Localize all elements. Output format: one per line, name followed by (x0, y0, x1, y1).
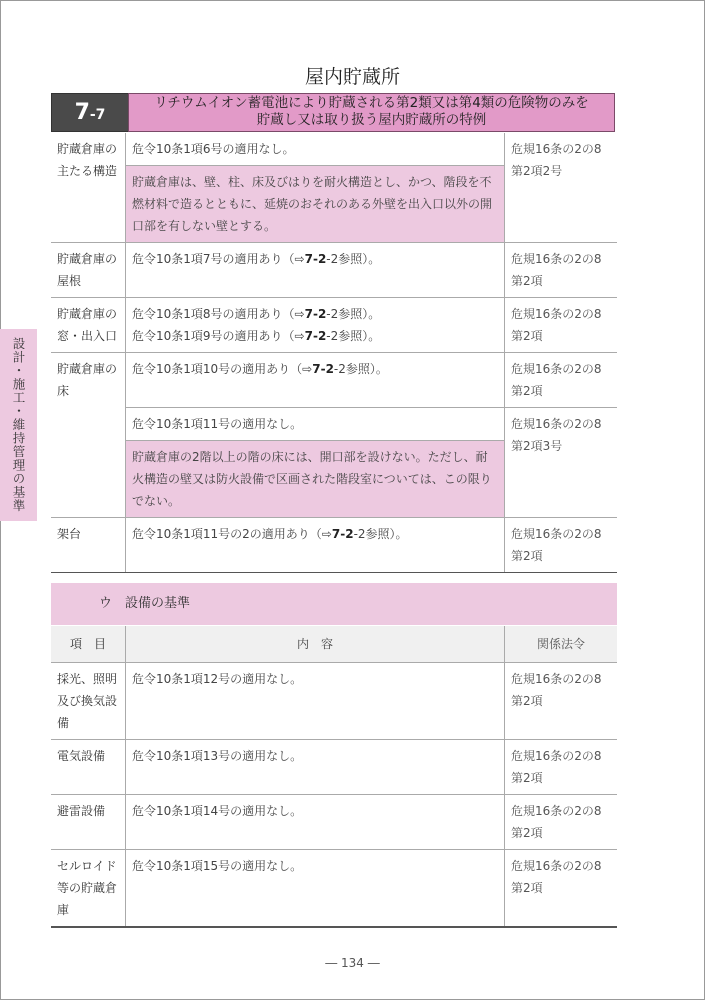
row-content: 危令10条1項6号の適用なし。 (126, 133, 505, 166)
row-law: 危規16条の2の8第2項 (505, 850, 618, 928)
side-tab: 設計・施工・維持管理の基準 (0, 329, 37, 521)
row-item: 貯蔵倉庫の主たる構造 (51, 133, 126, 243)
row-content: 危令10条1項11号の適用なし。 (126, 408, 505, 441)
row-item: 避雷設備 (51, 795, 126, 850)
table-row (51, 408, 617, 441)
row-law: 危規16条の2の8第2項 (505, 353, 618, 408)
section-header (51, 93, 616, 132)
row-item: 採光、照明及び換気設備 (51, 663, 126, 740)
table-row (51, 740, 617, 795)
row-law: 危規16条の2の8第2項 (505, 795, 618, 850)
row-item: 貯蔵倉庫の床 (51, 353, 126, 518)
page-title: 屋内貯蔵所 (304, 66, 400, 88)
row-law: 危規16条の2の8第2項 (511, 672, 602, 708)
table-row (51, 133, 617, 166)
row-note: 貯蔵倉庫の2階以上の階の床には、開口部を設けない。ただし、耐火構造の壁又は防火設備で区画された階段室については、この限りでない。 (126, 441, 505, 518)
row-law: 危規16条の2の8第2項3号 (505, 408, 618, 518)
header-content: 内 容 (126, 626, 505, 663)
row-content: 危令10条1項10号の適用あり（⇨7-2-2参照）。 (126, 353, 505, 408)
row-content: 危令10条1項11号の2の適用あり（⇨7-2-2参照）。 (126, 518, 505, 573)
structure-table (51, 133, 617, 573)
section-title: リチウムイオン蓄電池により貯蔵される第2類又は第4類の危険物のみを 貯蔵し又は取り扱う屋内貯蔵所の特例 (128, 93, 615, 132)
row-law: 危規16条の2の8第2項 (505, 243, 618, 298)
table-row (51, 353, 617, 408)
table-row (51, 795, 617, 850)
table-row (51, 298, 617, 353)
equipment-table (51, 626, 617, 928)
header-law: 関係法令 (505, 626, 618, 663)
page-number: ― 134 ― (325, 956, 380, 970)
table-row (51, 243, 617, 298)
row-law: 危規16条の2の8第2項 (505, 518, 618, 573)
sub-heading: ウ 設備の基準 (51, 583, 617, 625)
row-item: 貯蔵倉庫の窓・出入口 (51, 298, 126, 353)
row-law: 危規16条の2の8第2項2号 (511, 142, 602, 178)
table-row (51, 850, 617, 928)
row-content: 危令10条1項7号の適用あり（⇨7-2-2参照）。 (126, 243, 505, 298)
row-note: 貯蔵倉庫は、壁、柱、床及びはりを耐火構造とし、かつ、階段を不燃材料で造るとともに、延焼のおそれのある外壁を出入口以外の開口部を有しない壁とする。 (126, 166, 505, 243)
row-item: 架台 (51, 518, 126, 573)
row-law: 危規16条の2の8第2項 (505, 298, 618, 353)
row-content: 危令10条1項8号の適用あり（⇨7-2-2参照）。 危令10条1項9号の適用あり（⇨7-2-2参照）。 (126, 298, 505, 353)
row-content: 危令10条1項13号の適用なし。 (126, 740, 505, 795)
row-content: 危令10条1項15号の適用なし。 (126, 850, 505, 928)
row-content: 危令10条1項14号の適用なし。 (126, 795, 505, 850)
row-item: 貯蔵倉庫の屋根 (51, 243, 126, 298)
row-content: 危令10条1項12号の適用なし。 (126, 663, 505, 740)
section-number: 7-7 (51, 93, 129, 132)
table-row (51, 518, 617, 573)
row-item: セルロイド等の貯蔵倉庫 (51, 850, 126, 928)
row-item: 電気設備 (51, 740, 126, 795)
row-law: 危規16条の2の8第2項 (505, 740, 618, 795)
table-header (51, 626, 617, 663)
table-row (51, 663, 617, 740)
header-item: 項 目 (51, 626, 126, 663)
